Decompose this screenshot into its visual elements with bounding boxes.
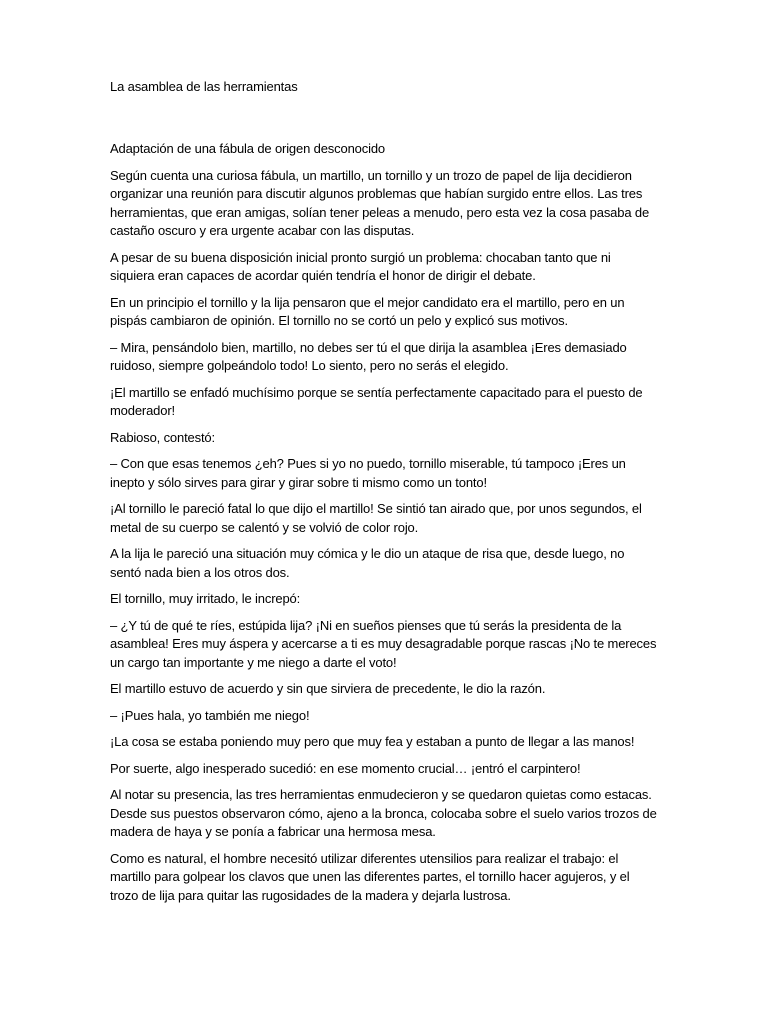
paragraph: – Con que esas tenemos ¿eh? Pues si yo no puedo, tornillo miserable, tú tampoco ¡Eres un inepto y sólo sirves para girar y girar sobre ti mismo como un tonto! <box>110 456 626 490</box>
paragraph: Rabioso, contestó: <box>110 429 215 445</box>
paragraph: – ¡Pues hala, yo también me niego! <box>110 707 310 723</box>
paragraph: ¡La cosa se estaba poniendo muy pero que muy fea y estaban a punto de llegar a las manos! <box>110 734 635 749</box>
document-page <box>110 78 658 905</box>
paragraph: El tornillo, muy irritado, le increpó: <box>110 591 301 606</box>
paragraph: En un principio el tornillo y la lija pensaron que el mejor candidato era el martillo, pero en un pispás cambiaron de opinión. El tornillo no se cortó un pelo y explicó sus motivos. <box>110 294 625 328</box>
paragraph: ¡El martillo se enfadó muchísimo porque se sentía perfectamente capacitado para el puesto de moderador! <box>110 384 643 418</box>
paragraph: Según cuenta una curiosa fábula, un martillo, un tornillo y un trozo de papel de lija decidieron organizar una reunión para discutir algunos problemas que habían surgido entre ellos. Las tres herramientas, que eran amigas, solían tener peleas a menudo, pero esta vez la cosa pasaba de castaño oscuro y era urgente acabar con las disputas. <box>110 167 650 238</box>
paragraph: Como es natural, el hombre necesitó utilizar diferentes utensilios para realizar el trabajo: el martillo para golpear los clavos que unen las diferentes partes, el tornillo hacer agujeros, y el trozo de lija para quitar las rugosidades de la madera y dejarla lustrosa. <box>110 850 630 903</box>
paragraph: Por suerte, algo inesperado sucedió: en ese momento crucial… ¡entró el carpintero! <box>110 760 581 776</box>
paragraph: A la lija le pareció una situación muy cómica y le dio un ataque de risa que, desde luego, no sentó nada bien a los otros dos. <box>110 546 625 580</box>
document-title: La asamblea de las herramientas <box>110 79 298 94</box>
document-subtitle: Adaptación de una fábula de origen desconocido <box>110 141 385 156</box>
paragraph: ¡Al tornillo le pareció fatal lo que dijo el martillo! Se sintió tan airado que, por unos segundos, el metal de su cuerpo se calentó y se volvió de color rojo. <box>110 501 642 535</box>
paragraph: El martillo estuvo de acuerdo y sin que sirviera de precedente, le dio la razón. <box>110 681 546 696</box>
paragraph: – ¿Y tú de qué te ríes, estúpida lija? ¡Ni en sueños pienses que tú serás la presidenta de la asamblea! Eres muy áspera y acercarse a ti es muy desagradable porque rascas ¡No te mereces un cargo tan importante y me niego a darte el voto! <box>110 617 657 670</box>
paragraph: Al notar su presencia, las tres herramientas enmudecieron y se quedaron quietas como estacas. Desde sus puestos observaron cómo, ajeno a la bronca, colocaba sobre el suelo varios trozos de madera de haya y se ponía a fabricar una hermosa mesa. <box>110 787 657 839</box>
paragraph: A pesar de su buena disposición inicial pronto surgió un problema: chocaban tanto que ni siquiera eran capaces de acordar quién tendría el honor de dirigir el debate. <box>110 249 611 283</box>
paragraph: – Mira, pensándolo bien, martillo, no debes ser tú el que dirija la asamblea ¡Eres demasiado ruidoso, siempre golpeándolo todo! Lo siento, pero no serás el elegido. <box>110 339 627 373</box>
